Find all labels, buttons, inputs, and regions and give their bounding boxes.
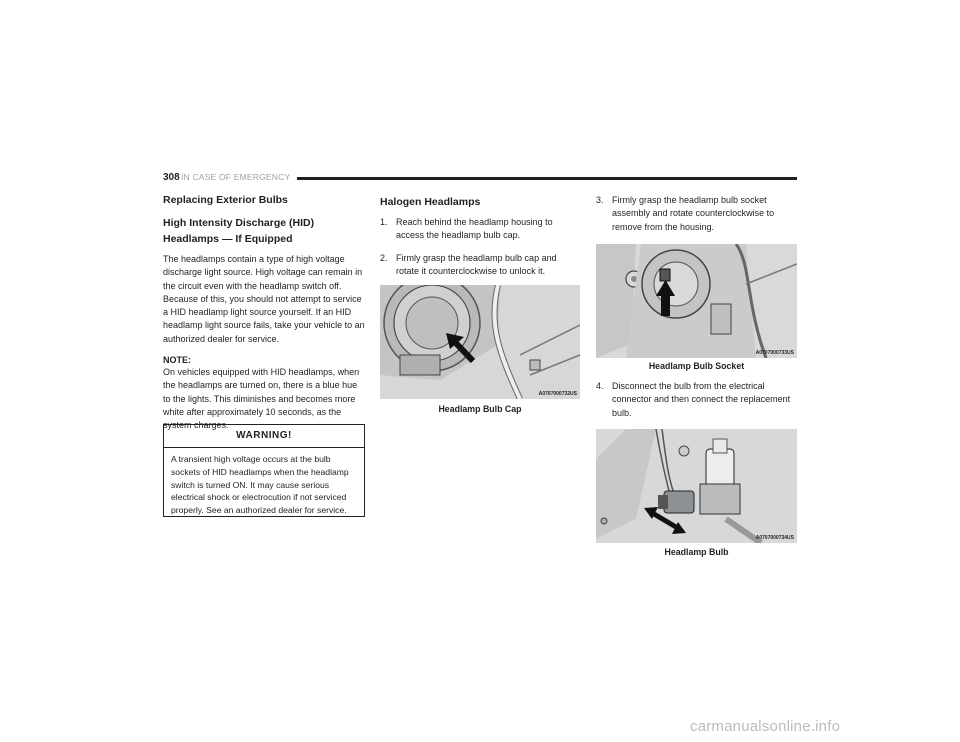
figure-headlamp-bulb-socket [596,244,797,358]
bulb-cap-illustration [380,285,580,399]
halogen-heading: Halogen Headlamps [380,196,481,208]
step-text: Firmly grasp the headlamp bulb socket assembly and rotate counterclockwise to remove from the housing. [612,195,775,232]
step-text: Firmly grasp the headlamp bulb cap and rotate it counterclockwise to unlock it. [396,252,557,276]
bulb-socket-illustration [596,244,797,358]
figure-code: A0707000734US [755,535,794,541]
body-paragraph: The headlamps contain a type of high voltage discharge light source. High voltage can remain in the circuit even with the headlamp switch off. Because of this, you should not attempt to service a HID headlamp light source yourself. If an HID headlamp light source fails, take your vehicle to an authorized dealer for service. [163,254,365,344]
step-text: Disconnect the bulb from the electrical connector and then connect the replacement bulb. [612,381,791,418]
page-number: 308 [163,172,180,183]
step-item [596,380,797,420]
step-item [380,216,580,243]
figure-code: A0707000733US [755,350,794,356]
warning-title: WARNING! [164,425,364,448]
figure-caption: Headlamp Bulb [664,547,729,557]
figure-code: A0707000732US [538,391,577,397]
figure-caption: Headlamp Bulb Cap [438,404,522,414]
header-rule [297,177,797,180]
figure-caption: Headlamp Bulb Socket [648,361,745,371]
column-right [596,194,797,243]
note-label: NOTE: [163,355,191,366]
figure-headlamp-bulb [596,429,797,543]
section-heading: Replacing Exterior Bulbs [163,194,288,206]
column-right-lower [596,380,797,429]
page-header [163,172,797,186]
step-number: 1. [380,217,388,227]
watermark: carmanualsonline.info [690,718,841,735]
step-number: 2. [380,252,388,263]
step-item [596,194,797,234]
subsection-heading: High Intensity Discharge (HID) Headlamps — If Equipped [163,217,315,245]
figure-headlamp-bulb-cap [380,285,580,399]
column-left [163,194,365,433]
step-number: 4. [596,381,604,391]
warning-text: A transient high voltage occurs at the bulb sockets of HID headlamps when the headlamp switch is turned ON. It may cause serious electrical shock or electrocution if not serviced properly. See an authorized dealer for service. [171,454,349,516]
step-text: Reach behind the headlamp housing to access the headlamp bulb cap. [396,217,553,241]
step-number: 3. [596,195,604,205]
note-text: On vehicles equipped with HID headlamps, when the headlamps are turned on, there is a blue hue to the lights. This diminishes and becomes more white after approximately 10 seconds, as the system charges. [163,367,360,431]
bulb-illustration [596,429,797,543]
column-middle [380,194,580,287]
warning-box [163,424,365,517]
step-item [380,252,580,279]
section-title: IN CASE OF EMERGENCY [181,172,291,182]
